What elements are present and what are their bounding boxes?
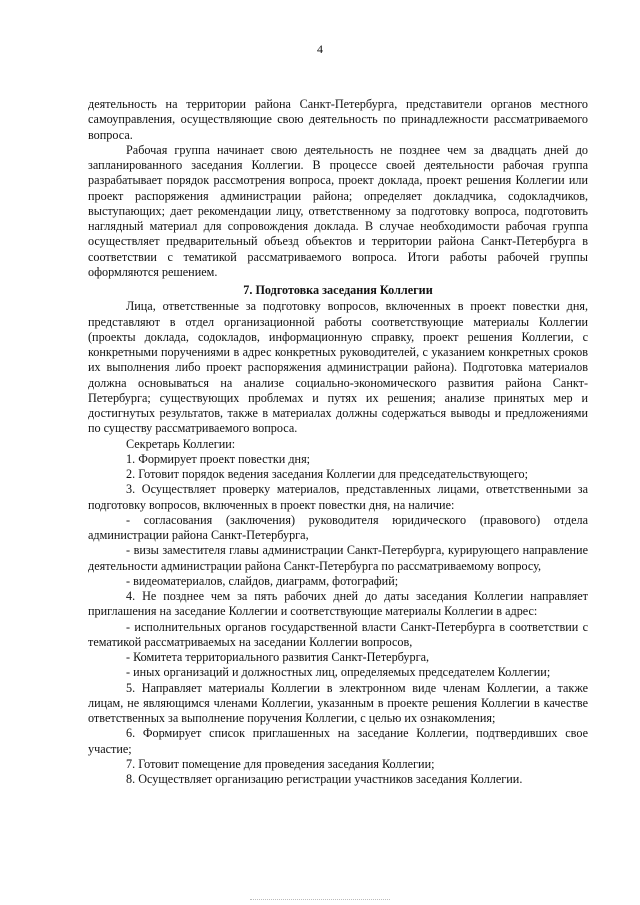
paragraph-working-group: Рабочая группа начинает свою деятельность не позднее чем за двадцать дней до запланированного заседания Коллегии. В процессе своей деятельности рабочая группа разрабатывает порядок рассмотрения вопроса, проект доклада, проект решения Коллегии или проект распоряжения администрации района; определяет докладчика, содокладчиков, выступающих; дает рекомендации лицу, ответственному за подготовку вопроса, подготовить наглядный материал для сопровождения доклада. В случае необходимости рабочая группа осуществляет предварительный объезд объектов и территории района Санкт-Петербурга в соответствии с тематикой рассматриваемого вопроса. Итоги работы рабочей группы оформляются решением.: [88, 142, 588, 279]
sub-item-legal-approval: - согласования (заключения) руководителя юридического (правового) отдела администрации района Санкт-Петербурга,: [88, 512, 588, 542]
list-item-6: 6. Формирует список приглашенных на заседание Коллегии, подтвердивших свое участие;: [88, 726, 588, 756]
sub-item-deputy-visa: - визы заместителя главы администрации Санкт-Петербурга, курирующего направление деятельности администрации района Санкт-Петербурга по рассматриваемому вопросу,: [88, 543, 588, 573]
list-item-2: 2. Готовит порядок ведения заседания Коллегии для председательствующего;: [126, 467, 528, 481]
list-item-3: 3. Осуществляет проверку материалов, представленных лицами, ответственными за подготовку вопросов, включенных в проект повестки дня, на наличие:: [88, 482, 588, 512]
list-item-1: 1. Формирует проект повестки дня;: [126, 451, 311, 466]
page-number: 4: [317, 42, 323, 56]
list-item-5: 5. Направляет материалы Коллегии в электронном виде членам Коллегии, а также лицам, не являющимся членами Коллегии, указанным в проекте решения Коллегии в качестве ответственных за выполнение поручения Коллегии, с целью их ознакомления;: [88, 680, 588, 725]
list-item-7: 7. Готовит помещение для проведения заседания Коллегии;: [126, 756, 435, 771]
sub-item-video-materials: - видеоматериалов, слайдов, диаграмм, фотографий;: [126, 573, 399, 588]
list-item-8: 8. Осуществляет организацию регистрации участников заседания Коллегии.: [126, 772, 523, 786]
list-item-4: 4. Не позднее чем за пять рабочих дней до даты заседания Коллегии направляет приглашения на заседание Коллегии и соответствующие материалы Коллегии в адрес:: [88, 589, 588, 619]
paragraph-continuation: деятельность на территории района Санкт-Петербурга, представители органов местного самоуправления, осуществляющие свою деятельность по принадлежности рассматриваемого вопроса.: [88, 97, 588, 142]
paragraph-secretary-heading: Секретарь Коллегии:: [126, 436, 236, 451]
paragraph-responsible-persons: Лица, ответственные за подготовку вопросов, включенных в проект повестки дня, представляют в отдел организационной работы соответствующие материалы Коллегии (проекты доклада, содокладов, информационную справку, проект решения Коллегии, с конкретными поручениями в адрес конкретных руководителей, с указанием конкретных сроков их выполнения либо проект распоряжения администрации района). Подготовка материалов должна основываться на анализе социально-экономического развития района Санкт-Петербурга; существующих проблемах и путях их решения; анализе принятых мер и достигнутых результатов, также в материалах должны содержаться выводы и предложениями по существу рассматриваемого вопроса.: [88, 299, 588, 436]
sub-item-executive-bodies: - исполнительных органов государственной власти Санкт-Петербурга в соответствии с тематикой рассматриваемых на заседании Коллегии вопросов,: [88, 619, 588, 649]
footer-divider: [250, 899, 390, 900]
document-body: [88, 97, 588, 787]
sub-item-other-organizations: - иных организаций и должностных лиц, определяемых председателем Коллегии;: [126, 665, 551, 680]
section-heading: 7. Подготовка заседания Коллегии: [243, 283, 433, 297]
sub-item-territorial-committee: - Комитета территориального развития Санкт-Петербурга,: [126, 650, 430, 664]
